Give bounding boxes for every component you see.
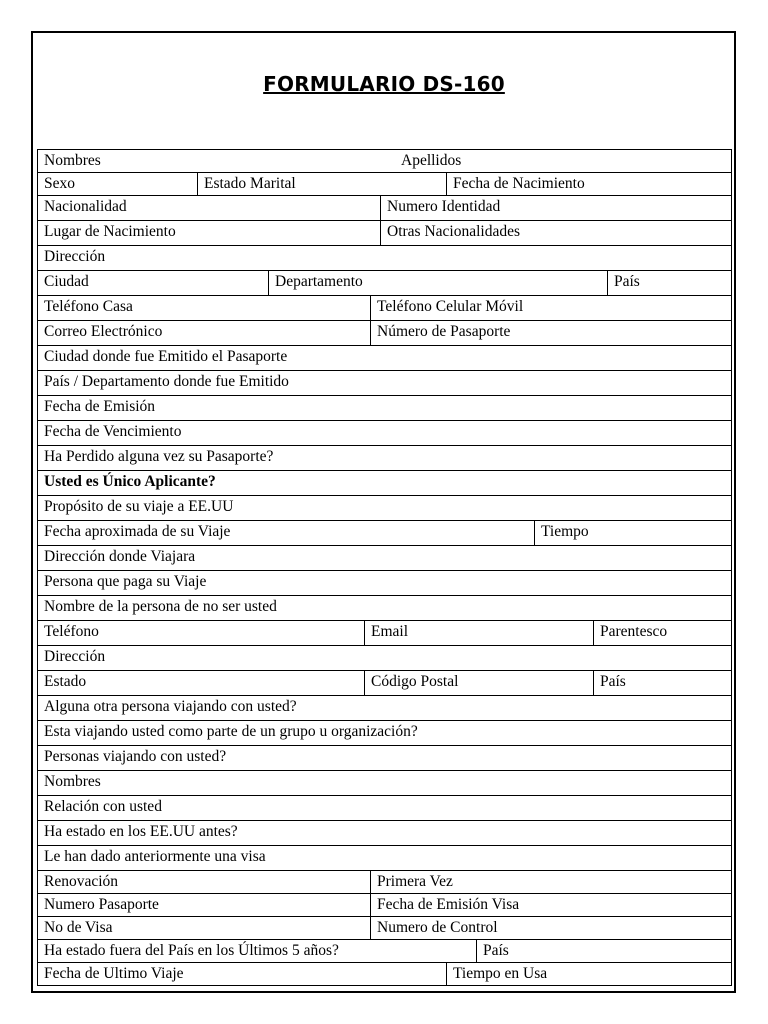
form-cell[interactable] [38,346,732,371]
field-label: Numero Pasaporte [44,896,159,913]
table-row [38,446,732,471]
form-title: FORMULARIO DS-160 [263,72,505,96]
field-label: Nacionalidad [44,198,127,215]
field-label: Alguna otra persona viajando con usted? [44,698,297,715]
table-row [38,796,732,821]
field-label: Correo Electrónico [44,323,163,340]
field-label: Fecha aproximada de su Viaje [44,523,231,540]
form-cell[interactable] [38,296,371,321]
form-cell[interactable] [38,571,732,596]
table-row [38,246,732,271]
field-label: Esta viajando usted como parte de un grupo u organización? [44,723,418,740]
form-cell[interactable] [38,646,732,671]
form-cell[interactable] [38,721,732,746]
field-label: No de Visa [44,919,113,936]
field-label: Usted es Único Aplicante? [44,473,216,490]
table-row [38,940,732,963]
form-cell[interactable] [371,321,732,346]
form-cell[interactable] [38,421,732,446]
form-cell[interactable] [365,621,594,646]
field-label: País [483,942,509,959]
field-label: Propósito de su viaje a EE.UU [44,498,234,515]
field-label: Número de Pasaporte [377,323,511,340]
table-row [38,721,732,746]
table-row [38,150,732,173]
form-cell[interactable] [38,546,732,571]
field-label: Sexo [44,175,75,192]
form-cell[interactable] [38,696,732,721]
form-cell[interactable] [38,173,198,196]
table-row [38,521,732,546]
field-label: Nombres [44,152,101,169]
field-label: Numero de Control [377,919,498,936]
field-label: Ciudad [44,273,89,290]
table-row [38,821,732,846]
field-label: Email [371,623,409,640]
form-cell[interactable] [371,894,732,917]
table-row [38,894,732,917]
table-row [38,296,732,321]
table-row [38,396,732,421]
table-row [38,471,732,496]
table-row [38,346,732,371]
table-row [38,917,732,940]
form-cell[interactable] [38,196,381,221]
table-row [38,621,732,646]
field-label: Fecha de Emisión [44,398,156,415]
table-row [38,173,732,196]
form-cell[interactable] [38,621,365,646]
form-cell[interactable] [38,940,477,963]
field-label: Dirección [44,648,106,665]
table-row [38,671,732,696]
form-cell[interactable] [38,771,732,796]
field-label: Ciudad donde fue Emitido el Pasaporte [44,348,288,365]
field-label: Tiempo [541,523,589,540]
field-label: Relación con usted [44,798,162,815]
form-cell[interactable] [38,521,535,546]
field-label: País [614,273,640,290]
form-cell[interactable] [447,173,732,196]
table-row [38,646,732,671]
field-label: Ha Perdido alguna vez su Pasaporte? [44,448,274,465]
field-label: Lugar de Nacimiento [44,223,176,240]
form-cell[interactable] [38,471,732,496]
ds160-form-table [37,149,732,986]
form-cell[interactable] [38,821,732,846]
table-row [38,371,732,396]
form-cell[interactable] [38,396,732,421]
field-label: Renovación [44,873,119,890]
table-row [38,963,732,986]
table-row [38,596,732,621]
table-row [38,196,732,221]
form-cell[interactable] [38,221,381,246]
form-cell[interactable] [447,963,732,986]
table-row [38,421,732,446]
field-label: Fecha de Emisión Visa [377,896,520,913]
form-cell[interactable] [371,917,732,940]
field-label: Departamento [275,273,363,290]
form-cell[interactable] [38,246,732,271]
table-row [38,496,732,521]
form-cell[interactable] [365,671,594,696]
field-label: Estado Marital [204,175,296,192]
table-row [38,571,732,596]
field-label: Persona que paga su Viaje [44,573,207,590]
field-label: Otras Nacionalidades [387,223,520,240]
form-cell[interactable] [38,894,371,917]
form-cell[interactable] [594,621,732,646]
table-row [38,871,732,894]
field-label: País / Departamento donde fue Emitido [44,373,289,390]
form-cell[interactable] [381,196,732,221]
form-cell[interactable] [38,963,447,986]
field-label: Dirección [44,248,106,265]
field-label: País [600,673,626,690]
field-label: Nombre de la persona de no ser usted [44,598,277,615]
field-label: Estado [44,673,87,690]
form-cell[interactable] [38,746,732,771]
table-row [38,271,732,296]
form-cell[interactable] [608,271,732,296]
field-label: Ha estado en los EE.UU antes? [44,823,238,840]
field-label: Dirección donde Viajara [44,548,196,565]
field-label: Ha estado fuera del País en los Últimos 5 años? [44,942,339,959]
form-cell[interactable] [38,846,732,871]
table-row [38,746,732,771]
field-label: Teléfono [44,623,99,640]
form-cell[interactable] [371,296,732,321]
table-row [38,546,732,571]
field-label: Teléfono Casa [44,298,133,315]
form-cell[interactable] [38,321,371,346]
form-cell[interactable] [38,871,371,894]
form-cell[interactable] [38,371,732,396]
form-cell[interactable] [38,671,365,696]
field-label: Fecha de Nacimiento [453,175,585,192]
form-cell[interactable] [38,796,732,821]
form-cell[interactable] [38,271,269,296]
form-cell[interactable] [198,173,447,196]
field-label: Fecha de Ultimo Viaje [44,965,184,982]
form-cell[interactable] [381,221,732,246]
form-cell[interactable] [477,940,732,963]
field-label: Teléfono Celular Móvil [377,298,524,315]
table-row [38,696,732,721]
table-row [38,321,732,346]
form-cell[interactable] [371,871,732,894]
field-label: Parentesco [600,623,668,640]
table-row [38,771,732,796]
field-label: Fecha de Vencimiento [44,423,182,440]
field-label: Nombres [44,773,101,790]
names-cell[interactable] [38,150,732,173]
field-label: Apellidos [401,152,462,169]
form-cell[interactable] [535,521,732,546]
table-row [38,846,732,871]
field-label: Primera Vez [377,873,453,890]
field-label: Personas viajando con usted? [44,748,227,765]
form-cell[interactable] [38,496,732,521]
form-cell[interactable] [38,596,732,621]
form-cell[interactable] [38,446,732,471]
field-label: Código Postal [371,673,459,690]
field-label: Tiempo en Usa [453,965,548,982]
field-label: Numero Identidad [387,198,501,215]
field-label: Le han dado anteriormente una visa [44,848,266,865]
form-cell[interactable] [38,917,371,940]
table-row [38,221,732,246]
form-cell[interactable] [594,671,732,696]
form-cell[interactable] [269,271,608,296]
